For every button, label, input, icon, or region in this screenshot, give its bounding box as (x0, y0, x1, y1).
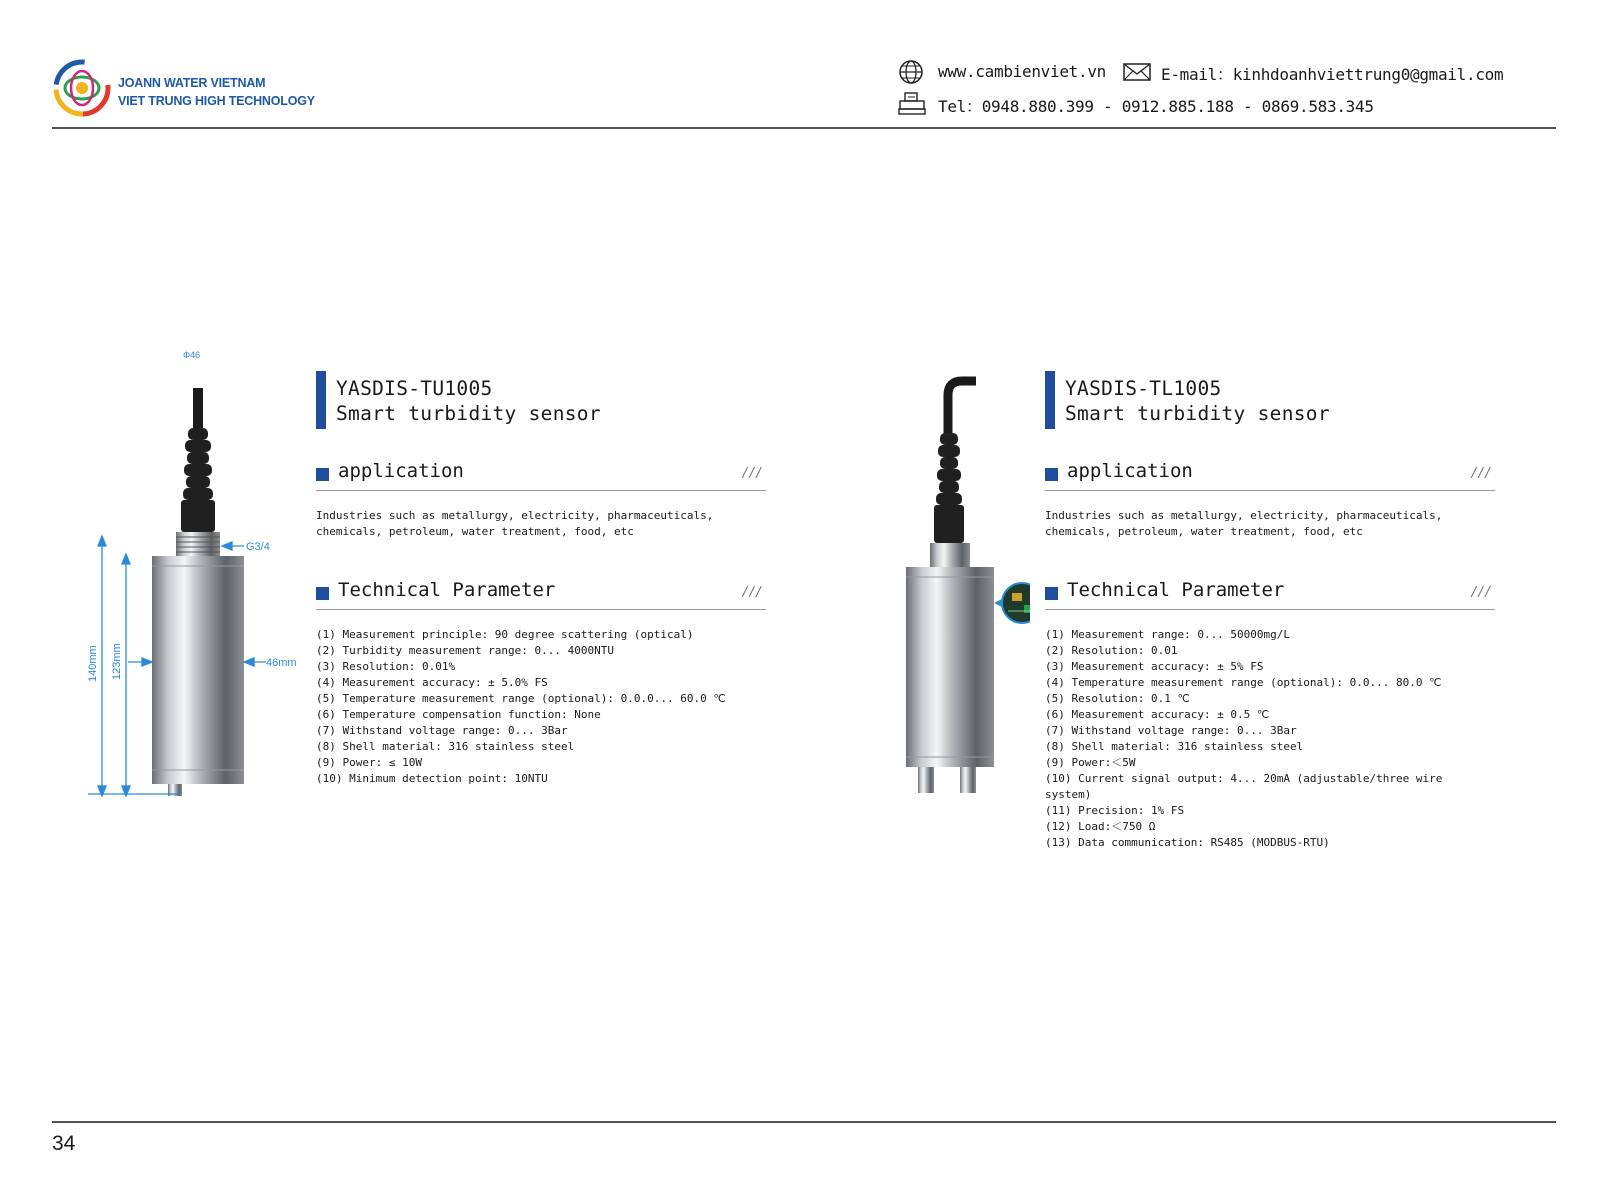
param-item: (13) Data communication: RS485 (MODBUS-RTU) (1045, 836, 1330, 849)
section-decoration: /// (741, 466, 762, 481)
product-1-name: Smart turbidity sensor (336, 402, 601, 425)
param-item: (1) Measurement range: 0... 50000mg/L (1045, 628, 1291, 641)
section-decoration: /// (741, 585, 762, 600)
param-item: (3) Measurement accuracy: ± 5% FS (1045, 660, 1264, 673)
brand-name (118, 74, 315, 110)
param-item: (6) Measurement accuracy: ± 0.5 ℃ (1045, 708, 1270, 721)
website-link[interactable]: www.cambienviet.vn (938, 62, 1106, 81)
param-item: (12) Load:＜750 Ω (1045, 820, 1156, 833)
body-height-label: 123mm (111, 643, 123, 680)
globe-icon (898, 59, 924, 85)
section-label: Technical Parameter (1067, 579, 1285, 601)
top-diameter-label: Φ46 (183, 350, 201, 360)
param-item: (9) Power: ≤ 10W (316, 756, 422, 769)
param-item: (7) Withstand voltage range: 0... 3Bar (1045, 724, 1297, 737)
param-item: (2) Resolution: 0.01 (1045, 644, 1178, 657)
phone-numbers: Tel：0948.880.399 - 0912.885.188 - 0869.583.345 (938, 97, 1374, 116)
param-item: (8) Shell material: 316 stainless steel (316, 740, 575, 753)
section-marker (316, 587, 329, 600)
section-label: application (338, 460, 464, 482)
param-item: (4) Temperature measurement range (optional): 0.0... 80.0 ℃ (1045, 676, 1442, 689)
section-marker (1045, 587, 1058, 600)
brand-line-1: JOANN WATER VIETNAM (118, 76, 266, 90)
param-item: (10) Current signal output: 4... 20mA (adjustable/three wire system) (1045, 772, 1443, 801)
product-2-tech-heading (1045, 579, 1495, 610)
param-item: (4) Measurement accuracy: ± 5.0% FS (316, 676, 548, 689)
email-link[interactable]: E-mail：kinhdoanhviettrung0@gmail.com (1161, 65, 1504, 84)
product-1-dimension-drawing (80, 340, 310, 810)
product-2-application-heading (1045, 460, 1495, 491)
product-2-photo (860, 375, 1030, 815)
product-2-title (1065, 376, 1330, 426)
product-2-title-bar (1045, 371, 1055, 429)
page-number: 34 (52, 1132, 76, 1155)
thread-label: G3/4 (246, 541, 270, 553)
param-item: (10) Minimum detection point: 10NTU (316, 772, 548, 785)
product-2-name: Smart turbidity sensor (1065, 402, 1330, 425)
product-1-tech-heading (316, 579, 766, 610)
company-logo-icon (52, 58, 112, 118)
product-2-param-list (1045, 627, 1485, 851)
product-1-application-heading (316, 460, 766, 491)
product-2-application-text: Industries such as metallurgy, electricity, pharmaceuticals, chemicals, petroleum, water treatment, food, etc (1045, 509, 1443, 538)
param-item: (5) Resolution: 0.1 ℃ (1045, 692, 1190, 705)
product-1-title-bar (316, 371, 326, 429)
brand-line-2: VIET TRUNG HIGH TECHNOLOGY (118, 94, 315, 108)
param-item: (8) Shell material: 316 stainless steel (1045, 740, 1304, 753)
envelope-icon (1123, 63, 1151, 81)
section-label: application (1067, 460, 1193, 482)
section-decoration: /// (1470, 466, 1491, 481)
product-1-application-text: Industries such as metallurgy, electricity, pharmaceuticals, chemicals, petroleum, water treatment, food, etc (316, 509, 714, 538)
diameter-label: 46mm (266, 657, 297, 669)
product-2-model: YASDIS-TL1005 (1065, 377, 1222, 400)
param-item: (2) Turbidity measurement range: 0... 4000NTU (316, 644, 615, 657)
param-item: (9) Power:＜5W (1045, 756, 1136, 769)
section-marker (316, 468, 329, 481)
section-marker (1045, 468, 1058, 481)
product-1-model: YASDIS-TU1005 (336, 377, 493, 400)
param-item: (7) Withstand voltage range: 0... 3Bar (316, 724, 568, 737)
param-item: (5) Temperature measurement range (optional): 0.0.0... 60.0 ℃ (316, 692, 726, 705)
footer-divider (52, 1121, 1556, 1123)
printer-icon (898, 92, 926, 116)
product-1-param-list (316, 627, 756, 787)
param-item: (3) Resolution: 0.01% (316, 660, 456, 673)
section-decoration: /// (1470, 585, 1491, 600)
param-item: (11) Precision: 1% FS (1045, 804, 1185, 817)
param-item: (1) Measurement principle: 90 degree scattering (optical) (316, 628, 694, 641)
product-1-title (336, 376, 601, 426)
section-label: Technical Parameter (338, 579, 556, 601)
param-item: (6) Temperature compensation function: None (316, 708, 601, 721)
total-height-label: 140mm (87, 645, 99, 682)
header-divider (52, 127, 1556, 129)
